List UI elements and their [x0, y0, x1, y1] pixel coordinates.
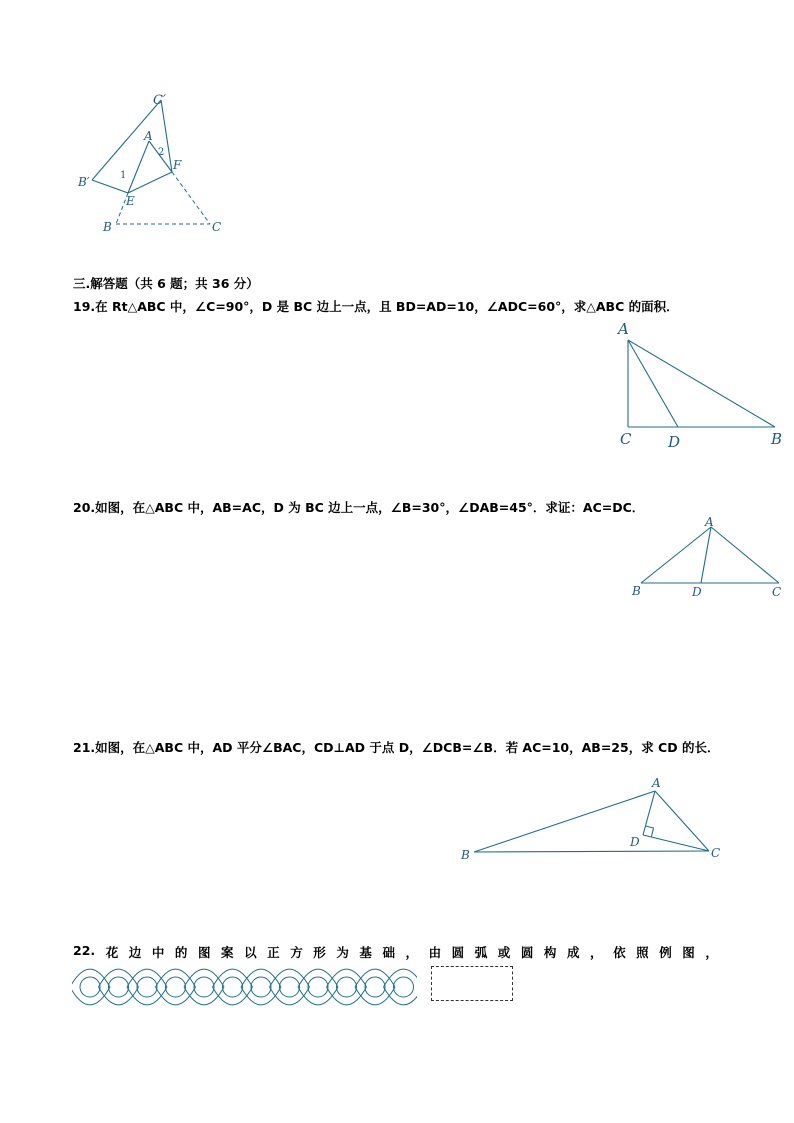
question-19-text: 19.在 Rt△ABC 中，∠C=90°，D 是 BC 边上一点，且 BD=AD=10，∠ADC=60°，求△ABC 的面积．	[73, 299, 679, 314]
lace-circle	[337, 977, 357, 997]
label-angle-2: 2	[158, 147, 165, 158]
fold-triangle-figure	[70, 85, 230, 235]
label-a: A	[144, 129, 153, 143]
line-e-f	[128, 172, 172, 193]
right-angle-mark	[646, 826, 654, 837]
question-22-text: 22. 花 边 中 的 图 案 以 正 方 形 为 基 础 ， 由 圆 弧 或 圆 构 成 ， 依 照 例 图 ，	[73, 943, 718, 960]
question-19-figure	[612, 318, 792, 453]
question-21-text: 21.如图，在△ABC 中，AD 平分∠BAC，CD⊥AD 于点 D，∠DCB=∠B．若 AC=10，AB=25，求 CD 的长．	[73, 740, 720, 755]
lace-border-pattern	[72, 965, 417, 1010]
label-c: C	[212, 220, 222, 234]
segment-ad	[701, 527, 711, 583]
lace-circle	[394, 977, 414, 997]
lace-circle	[80, 977, 100, 997]
side-ab	[628, 340, 775, 427]
label-f: F	[173, 158, 182, 172]
label-b: B	[103, 220, 112, 234]
label-d: D	[630, 835, 640, 849]
side-ab	[474, 791, 655, 852]
label-a: A	[705, 515, 714, 529]
side-ab	[641, 527, 711, 583]
label-e: E	[126, 194, 135, 208]
question-21-figure	[455, 772, 730, 867]
lace-circle	[280, 977, 300, 997]
segment-ad	[628, 340, 678, 427]
question-20-figure	[625, 512, 790, 602]
label-a: A	[652, 776, 661, 790]
blank-answer-box	[431, 966, 513, 1001]
line-cprime-f	[161, 100, 172, 172]
lace-circle	[166, 977, 186, 997]
lace-circle	[137, 977, 157, 997]
lace-circle	[308, 977, 328, 997]
lace-circle	[251, 977, 271, 997]
segment-dc	[643, 835, 709, 851]
lace-circle	[109, 977, 129, 997]
line-a-e	[128, 141, 149, 193]
label-b: B	[461, 848, 470, 862]
lace-circle	[365, 977, 385, 997]
label-b-prime: B′	[78, 175, 90, 189]
lace-circle	[223, 977, 243, 997]
label-b: B	[632, 584, 641, 598]
section-title: 三.解答题（共 6 题；共 36 分）	[73, 276, 259, 291]
label-angle-1: 1	[120, 170, 127, 181]
side-ac	[655, 791, 709, 851]
question-20-text: 20.如图，在△ABC 中，AB=AC，D 为 BC 边上一点，∠B=30°，∠DAB=45°．求证：AC=DC．	[73, 500, 645, 515]
label-c: C	[711, 846, 721, 860]
label-c: C	[620, 430, 632, 448]
side-bc	[474, 851, 709, 852]
label-c-prime: C′	[153, 93, 166, 108]
lace-circle	[194, 977, 214, 997]
label-c: C	[772, 585, 782, 599]
label-b: B	[771, 430, 783, 448]
label-d: D	[692, 585, 702, 599]
label-d: D	[668, 433, 681, 451]
label-a: A	[618, 320, 629, 338]
line-bprime-e	[92, 180, 128, 193]
dashed-f-c	[172, 172, 210, 224]
side-ac	[711, 527, 779, 583]
